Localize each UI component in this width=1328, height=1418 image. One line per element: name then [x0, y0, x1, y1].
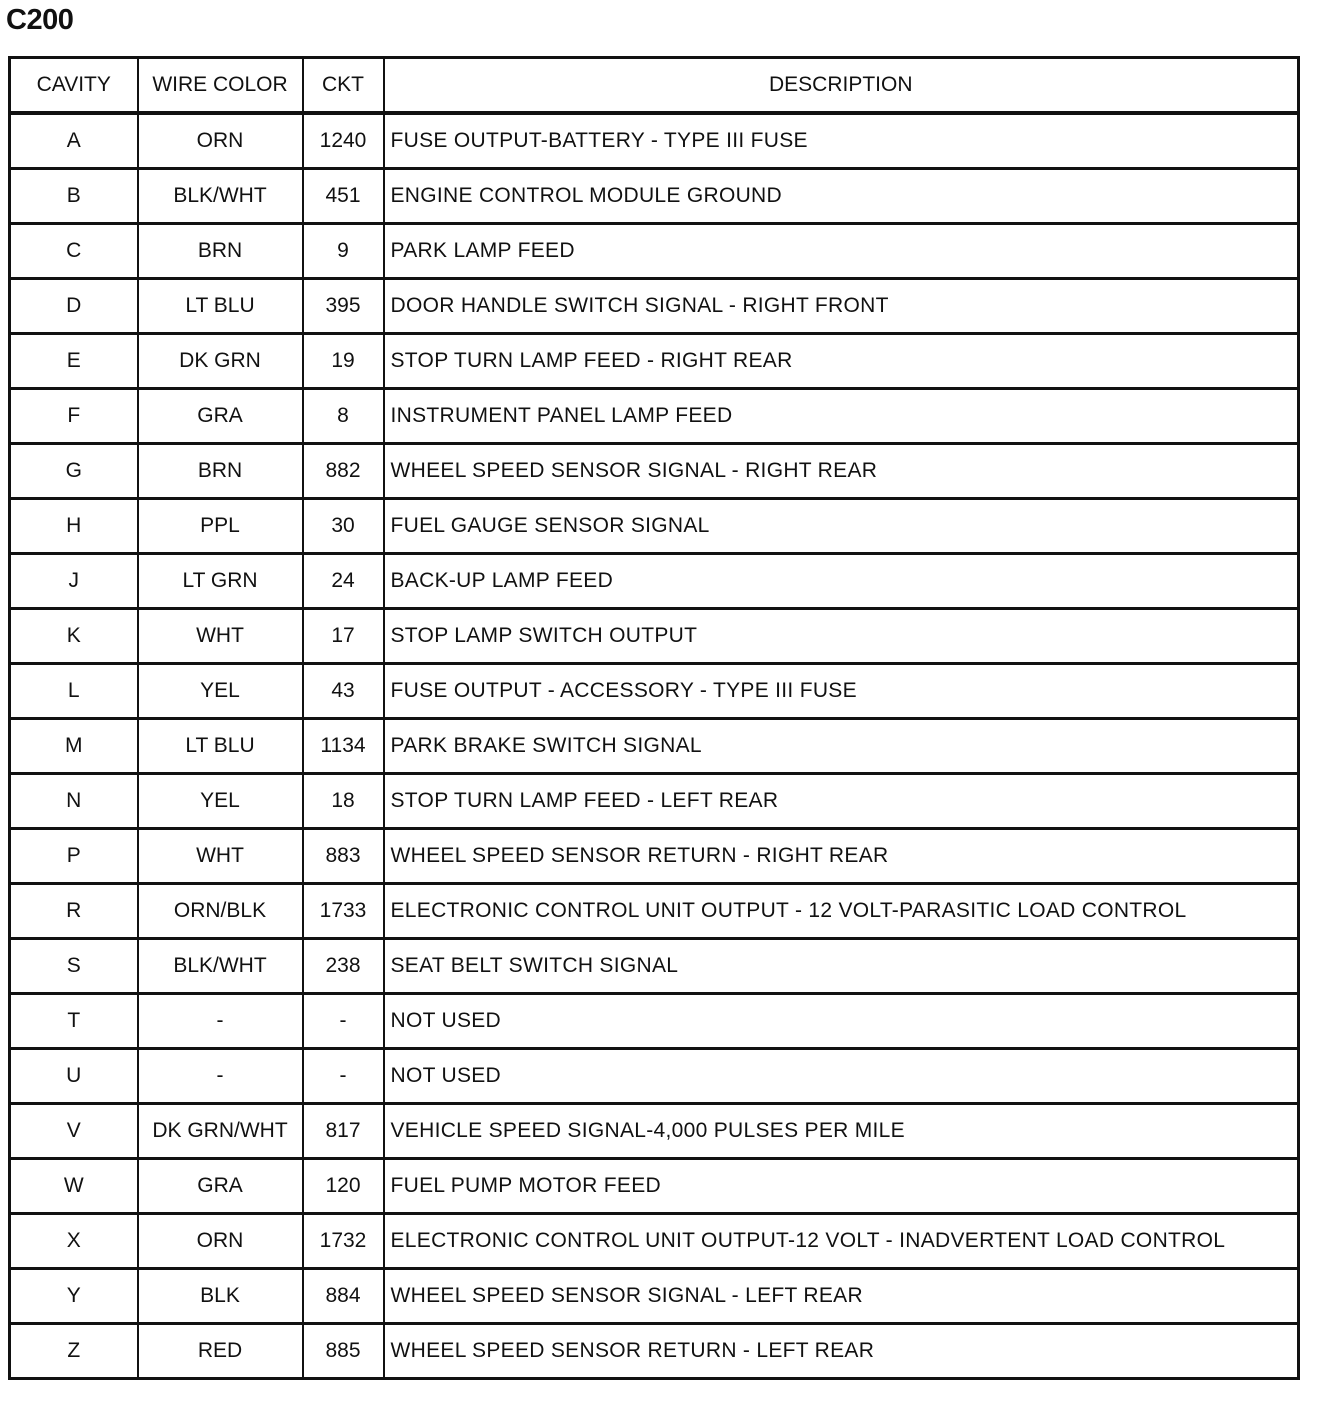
table-row	[10, 1214, 1299, 1269]
cell-ckt: 883	[303, 829, 384, 884]
table-row	[10, 1269, 1299, 1324]
table-row	[10, 334, 1299, 389]
cell-cavity: G	[10, 444, 138, 499]
cell-cavity: P	[10, 829, 138, 884]
cell-ckt: -	[303, 1049, 384, 1104]
table-row	[10, 1159, 1299, 1214]
table-row	[10, 774, 1299, 829]
cell-description: STOP TURN LAMP FEED - RIGHT REAR	[384, 334, 1299, 389]
table-row	[10, 444, 1299, 499]
cell-ckt: 8	[303, 389, 384, 444]
cell-cavity: B	[10, 169, 138, 224]
cell-wire-color: RED	[138, 1324, 303, 1379]
cell-description: ELECTRONIC CONTROL UNIT OUTPUT - 12 VOLT-PARASITIC LOAD CONTROL	[384, 884, 1299, 939]
cell-ckt: 1733	[303, 884, 384, 939]
table-row	[10, 829, 1299, 884]
cell-ckt: 451	[303, 169, 384, 224]
cell-description: FUSE OUTPUT-BATTERY - TYPE III FUSE	[384, 113, 1299, 169]
header-description: DESCRIPTION	[384, 58, 1299, 114]
cell-description: PARK BRAKE SWITCH SIGNAL	[384, 719, 1299, 774]
table-row	[10, 884, 1299, 939]
table-body	[10, 113, 1299, 1379]
cell-description: PARK LAMP FEED	[384, 224, 1299, 279]
cell-wire-color: BLK/WHT	[138, 169, 303, 224]
cell-ckt: 885	[303, 1324, 384, 1379]
cell-cavity: D	[10, 279, 138, 334]
cell-description: WHEEL SPEED SENSOR RETURN - RIGHT REAR	[384, 829, 1299, 884]
cell-cavity: Y	[10, 1269, 138, 1324]
cell-description: FUEL PUMP MOTOR FEED	[384, 1159, 1299, 1214]
cell-wire-color: DK GRN	[138, 334, 303, 389]
cell-cavity: R	[10, 884, 138, 939]
cell-wire-color: GRA	[138, 389, 303, 444]
cell-cavity: V	[10, 1104, 138, 1159]
cell-description: WHEEL SPEED SENSOR SIGNAL - LEFT REAR	[384, 1269, 1299, 1324]
header-ckt: CKT	[303, 58, 384, 114]
cell-wire-color: ORN/BLK	[138, 884, 303, 939]
cell-wire-color: ORN	[138, 1214, 303, 1269]
cell-wire-color: BRN	[138, 444, 303, 499]
table-row	[10, 1049, 1299, 1104]
cell-cavity: W	[10, 1159, 138, 1214]
table-row	[10, 554, 1299, 609]
table-row	[10, 939, 1299, 994]
header-wire-color: WIRE COLOR	[138, 58, 303, 114]
cell-ckt: 17	[303, 609, 384, 664]
cell-cavity: U	[10, 1049, 138, 1104]
cell-cavity: E	[10, 334, 138, 389]
cell-cavity: C	[10, 224, 138, 279]
cell-ckt: 120	[303, 1159, 384, 1214]
table-row	[10, 113, 1299, 169]
cell-ckt: 1134	[303, 719, 384, 774]
cell-description: DOOR HANDLE SWITCH SIGNAL - RIGHT FRONT	[384, 279, 1299, 334]
cell-description: STOP LAMP SWITCH OUTPUT	[384, 609, 1299, 664]
cell-wire-color: WHT	[138, 609, 303, 664]
cell-wire-color: PPL	[138, 499, 303, 554]
cell-cavity: F	[10, 389, 138, 444]
header-cavity: CAVITY	[10, 58, 138, 114]
table-row	[10, 719, 1299, 774]
cell-wire-color: GRA	[138, 1159, 303, 1214]
cell-cavity: K	[10, 609, 138, 664]
cell-description: INSTRUMENT PANEL LAMP FEED	[384, 389, 1299, 444]
cell-wire-color: LT BLU	[138, 279, 303, 334]
table-header-row	[10, 58, 1299, 114]
table-row	[10, 279, 1299, 334]
cell-wire-color: YEL	[138, 664, 303, 719]
cell-cavity: A	[10, 113, 138, 169]
table-row	[10, 224, 1299, 279]
cell-description: NOT USED	[384, 994, 1299, 1049]
cell-description: ENGINE CONTROL MODULE GROUND	[384, 169, 1299, 224]
cell-cavity: X	[10, 1214, 138, 1269]
cell-ckt: 1732	[303, 1214, 384, 1269]
cell-description: FUSE OUTPUT - ACCESSORY - TYPE III FUSE	[384, 664, 1299, 719]
table-row	[10, 1324, 1299, 1379]
cell-wire-color: YEL	[138, 774, 303, 829]
cell-ckt: 238	[303, 939, 384, 994]
cell-wire-color: -	[138, 1049, 303, 1104]
table-row	[10, 994, 1299, 1049]
cell-ckt: -	[303, 994, 384, 1049]
cell-description: NOT USED	[384, 1049, 1299, 1104]
cell-ckt: 884	[303, 1269, 384, 1324]
cell-wire-color: LT BLU	[138, 719, 303, 774]
cell-cavity: M	[10, 719, 138, 774]
cell-wire-color: BLK/WHT	[138, 939, 303, 994]
cell-cavity: H	[10, 499, 138, 554]
cell-description: VEHICLE SPEED SIGNAL-4,000 PULSES PER MILE	[384, 1104, 1299, 1159]
table-row	[10, 1104, 1299, 1159]
cell-ckt: 18	[303, 774, 384, 829]
cell-cavity: N	[10, 774, 138, 829]
cell-description: FUEL GAUGE SENSOR SIGNAL	[384, 499, 1299, 554]
cell-ckt: 9	[303, 224, 384, 279]
cell-cavity: S	[10, 939, 138, 994]
cell-description: STOP TURN LAMP FEED - LEFT REAR	[384, 774, 1299, 829]
cell-ckt: 395	[303, 279, 384, 334]
cell-ckt: 43	[303, 664, 384, 719]
cell-cavity: Z	[10, 1324, 138, 1379]
cell-ckt: 1240	[303, 113, 384, 169]
table-row	[10, 169, 1299, 224]
cell-wire-color: DK GRN/WHT	[138, 1104, 303, 1159]
cell-description: ELECTRONIC CONTROL UNIT OUTPUT-12 VOLT - INADVERTENT LOAD CONTROL	[384, 1214, 1299, 1269]
cell-wire-color: ORN	[138, 113, 303, 169]
cell-description: WHEEL SPEED SENSOR RETURN - LEFT REAR	[384, 1324, 1299, 1379]
cell-ckt: 30	[303, 499, 384, 554]
cell-ckt: 817	[303, 1104, 384, 1159]
cell-ckt: 882	[303, 444, 384, 499]
table-row	[10, 389, 1299, 444]
cell-description: BACK-UP LAMP FEED	[384, 554, 1299, 609]
connector-pinout-table	[8, 56, 1300, 1380]
cell-ckt: 19	[303, 334, 384, 389]
table-row	[10, 664, 1299, 719]
cell-wire-color: WHT	[138, 829, 303, 884]
cell-wire-color: -	[138, 994, 303, 1049]
table-row	[10, 609, 1299, 664]
cell-ckt: 24	[303, 554, 384, 609]
cell-wire-color: BLK	[138, 1269, 303, 1324]
cell-wire-color: LT GRN	[138, 554, 303, 609]
cell-description: SEAT BELT SWITCH SIGNAL	[384, 939, 1299, 994]
cell-cavity: J	[10, 554, 138, 609]
connector-title: C200	[6, 4, 74, 36]
cell-cavity: T	[10, 994, 138, 1049]
cell-wire-color: BRN	[138, 224, 303, 279]
cell-description: WHEEL SPEED SENSOR SIGNAL - RIGHT REAR	[384, 444, 1299, 499]
table-row	[10, 499, 1299, 554]
cell-cavity: L	[10, 664, 138, 719]
